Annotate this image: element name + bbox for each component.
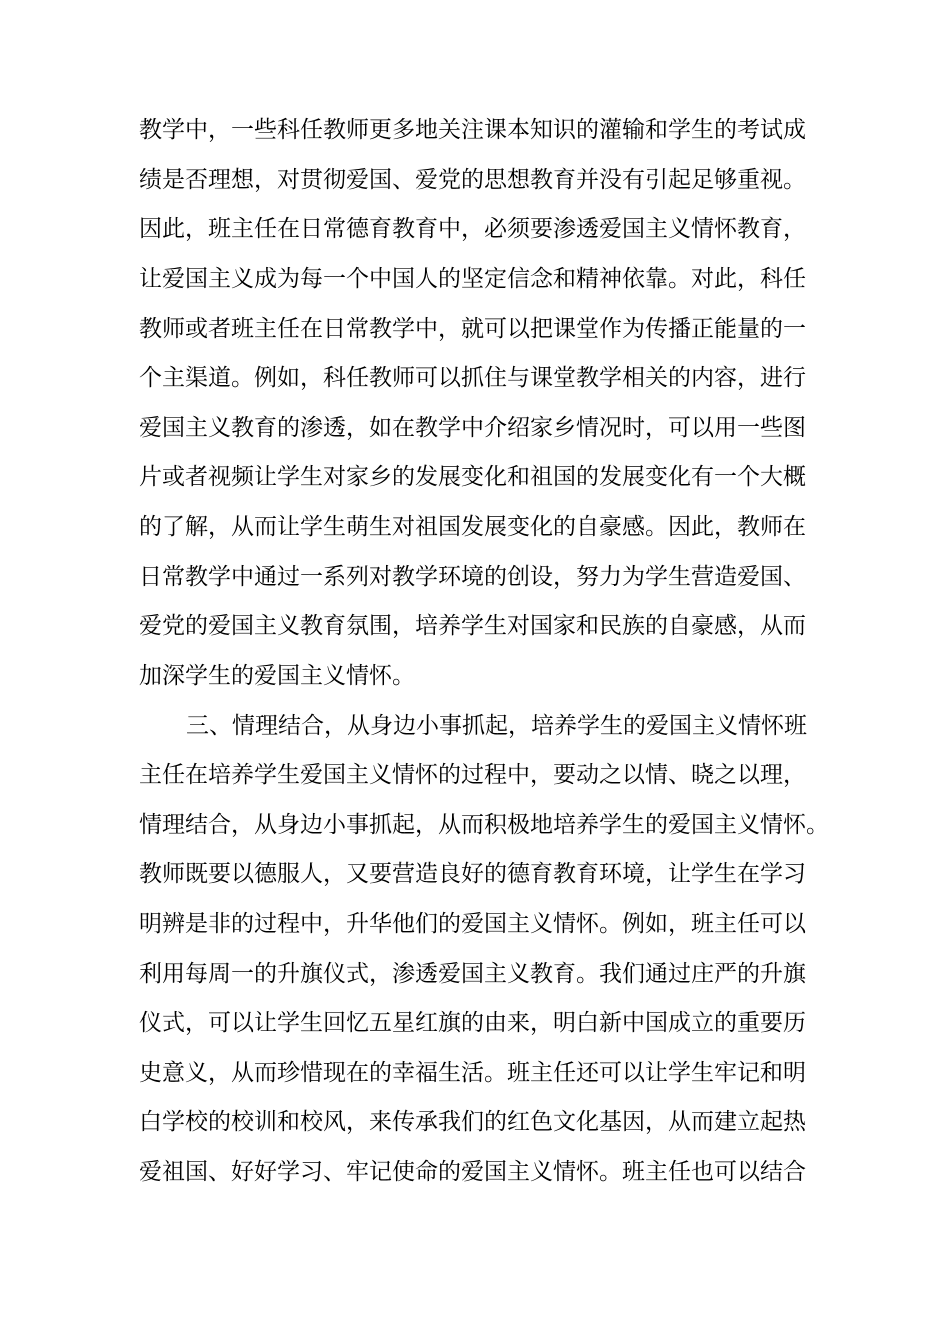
text-line: 教师既要以德服人，又要营造良好的德育教育环境，让学生在学习 (139, 861, 806, 887)
text-line: 片或者视频让学生对家乡的发展变化和祖国的发展变化有一个大概 (139, 464, 806, 490)
text-line: 仪式，可以让学生回忆五星红旗的由来，明白新中国成立的重要历 (139, 1010, 806, 1036)
text-line: 因此，班主任在日常德育教育中，必须要渗透爱国主义情怀教育， (139, 216, 806, 242)
text-line: 主任在培养学生爱国主义情怀的过程中，要动之以情、晓之以理， (139, 762, 806, 788)
text-line: 的了解，从而让学生萌生对祖国发展变化的自豪感。因此，教师在 (139, 514, 806, 540)
text-line: 爱国主义教育的渗透，如在教学中介绍家乡情况时，可以用一些图 (139, 415, 806, 441)
text-line: 爱祖国、好好学习、牢记使命的爱国主义情怀。班主任也可以结合 (139, 1159, 806, 1185)
text-line: 教学中，一些科任教师更多地关注课本知识的灌输和学生的考试成 (139, 117, 806, 143)
section-heading-line: 三、情理结合，从身边小事抓起，培养学生的爱国主义情怀班 (186, 713, 807, 739)
text-line: 教师或者班主任在日常教学中，就可以把课堂作为传播正能量的一 (139, 316, 806, 342)
text-line: 日常教学中通过一系列对教学环境的创设，努力为学生营造爱国、 (139, 564, 806, 590)
text-line: 绩是否理想，对贯彻爱国、爱党的思想教育并没有引起足够重视。 (139, 167, 806, 193)
text-line: 明辨是非的过程中，升华他们的爱国主义情怀。例如，班主任可以 (139, 911, 806, 937)
text-line: 个主渠道。例如，科任教师可以抓住与课堂教学相关的内容，进行 (139, 365, 806, 391)
text-line: 史意义，从而珍惜现在的幸福生活。班主任还可以让学生牢记和明 (139, 1060, 806, 1086)
text-line: 加深学生的爱国主义情怀。 (139, 663, 415, 689)
text-line: 爱党的爱国主义教育氛围，培养学生对国家和民族的自豪感，从而 (139, 613, 806, 639)
text-line: 白学校的校训和校风，来传承我们的红色文化基因，从而建立起热 (139, 1109, 806, 1135)
text-line: 让爱国主义成为每一个中国人的坚定信念和精神依靠。对此，科任 (139, 266, 806, 292)
text-line: 利用每周一的升旗仪式，渗透爱国主义教育。我们通过庄严的升旗 (139, 961, 806, 987)
text-line: 情理结合，从身边小事抓起，从而积极地培养学生的爱国主义情怀。 (139, 812, 829, 838)
